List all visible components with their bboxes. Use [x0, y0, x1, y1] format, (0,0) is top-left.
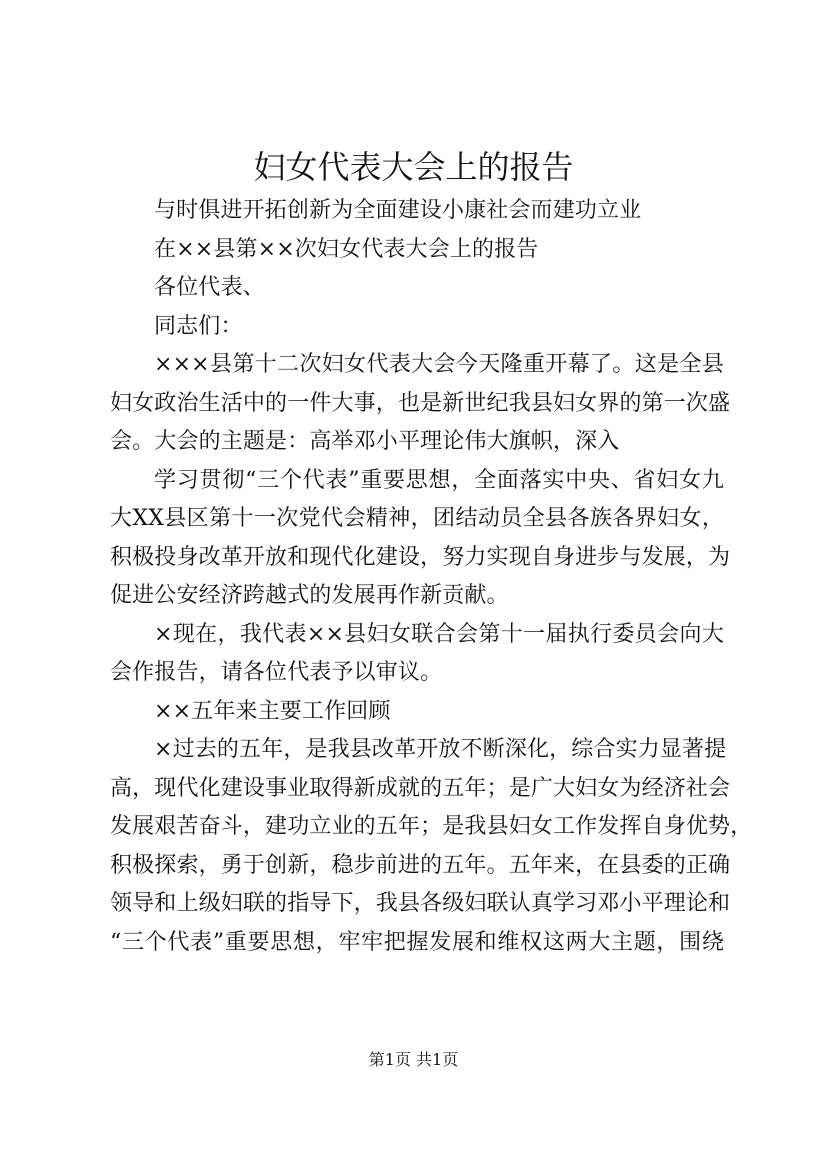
subtitle-line: 与时俱进开拓创新为全面建设小康社会而建功立业 [154, 198, 642, 223]
paragraph-line: 积极投身改革开放和现代化建设，努力实现自身进步与发展，为 [110, 544, 731, 570]
salutation-line: 同志们： [154, 313, 243, 339]
section-heading: ××五年来主要工作回顾 [154, 698, 391, 724]
paragraph-line: 学习贯彻“三个代表”重要思想，全面落实中央、省妇女九 [154, 467, 724, 493]
paragraph-line: 发展艰苦奋斗，建功立业的五年；是我县妇女工作发挥自身优势， [110, 814, 753, 839]
paragraph-line: 会作报告，请各位代表予以审议。 [110, 660, 443, 685]
paragraph-line: “三个代表”重要思想，牢牢把握发展和维权这两大主题，围绕 [110, 929, 724, 955]
document-title: 妇女代表大会上的报告 [253, 148, 574, 186]
page-number-footer: 第1页 共1页 [368, 1050, 459, 1069]
paragraph-line: 妇女政治生活中的一件大事，也是新世纪我县妇女界的第一次盛 [110, 390, 731, 416]
paragraph-line: 积极探索，勇于创新，稳步前进的五年。五年来，在县委的正确 [110, 852, 731, 878]
paragraph-line: ×××县第十二次妇女代表大会今天隆重开幕了。这是全县 [154, 352, 724, 377]
salutation-line: 各位代表、 [154, 275, 265, 300]
subtitle-line: 在××县第××次妇女代表大会上的报告 [154, 236, 539, 262]
document-body [110, 192, 753, 962]
paragraph-line: 大XX县区第十一次党代会精神，团结动员全县各族各界妇女， [110, 506, 724, 531]
paragraph-line: 促进公安经济跨越式的发展再作新贡献。 [110, 583, 509, 608]
paragraph-line: ×过去的五年，是我县改革开放不断深化，综合实力显著提 [154, 737, 727, 762]
paragraph-line: ×现在，我代表××县妇女联合会第十一届执行委员会向大 [154, 621, 724, 647]
paragraph-line: 会。大会的主题是：高举邓小平理论伟大旗帜，深入 [110, 429, 620, 454]
paragraph-line: 高，现代化建设事业取得新成就的五年；是广大妇女为经济社会 [110, 775, 731, 801]
paragraph-line: 领导和上级妇联的指导下，我县各级妇联认真学习邓小平理论和 [110, 891, 731, 916]
